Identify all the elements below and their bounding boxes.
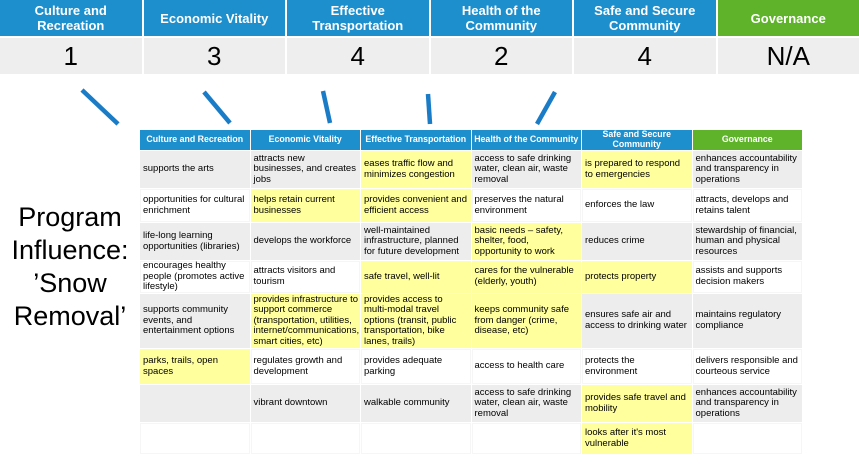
summary-box-label: Health of the Community <box>431 0 573 36</box>
program-label-line: ’Snow <box>33 268 107 298</box>
matrix-cell: supports community events, and entertainment options <box>140 294 250 348</box>
matrix-cell: provides adequate parking <box>361 349 471 384</box>
matrix-cell: vibrant downtown <box>251 385 361 422</box>
matrix-cell: ensures safe air and access to drinking water <box>582 294 692 348</box>
matrix-cell: develops the workforce <box>251 223 361 260</box>
matrix-cell: access to health care <box>472 349 582 384</box>
matrix-cell: helps retain current businesses <box>251 189 361 222</box>
up-arrow-icon <box>428 94 430 124</box>
matrix-cell: is prepared to respond to emergencies <box>582 151 692 188</box>
matrix-header-cell: Governance <box>693 130 803 150</box>
summary-box-value: 1 <box>0 38 142 74</box>
summary-box-label: Effective Transportation <box>287 0 429 36</box>
matrix-cell: supports the arts <box>140 151 250 188</box>
summary-box-label: Culture and Recreation <box>0 0 142 36</box>
matrix-cell: attracts visitors and tourism <box>251 261 361 293</box>
matrix-cell: cares for the vulnerable (elderly, youth) <box>472 261 582 293</box>
matrix-cell: looks after it's most vulnerable <box>582 423 692 454</box>
summary-box-value: N/A <box>718 38 859 74</box>
matrix-cell: reduces crime <box>582 223 692 260</box>
matrix-cell: walkable community <box>361 385 471 422</box>
summary-box-value: 2 <box>431 38 573 74</box>
matrix-header-cell: Effective Transportation <box>361 130 471 150</box>
matrix-cell <box>693 423 803 454</box>
matrix-cell: delivers responsible and courteous service <box>693 349 803 384</box>
matrix-cell: parks, trails, open spaces <box>140 349 250 384</box>
program-label-line: Influence: <box>11 235 129 265</box>
matrix-cell: opportunities for cultural enrichment <box>140 189 250 222</box>
matrix-header-cell: Health of the Community <box>472 130 582 150</box>
matrix-cell: provides safe travel and mobility <box>582 385 692 422</box>
matrix-cell: attracts new businesses, and creates jobs <box>251 151 361 188</box>
program-label-line: Removal’ <box>13 301 127 331</box>
matrix-cell: safe travel, well-lit <box>361 261 471 293</box>
matrix-cell: encourages healthy people (promotes active lifestyle) <box>140 261 250 293</box>
matrix-cell: provides infrastructure to support commerce (transportation, utilities, internet/communications, smart cities, etc) <box>251 294 361 348</box>
up-arrow-icon <box>323 91 330 123</box>
summary-box-value: 3 <box>144 38 286 74</box>
summary-box-value: 4 <box>287 38 429 74</box>
matrix-cell: basic needs – safety, shelter, food, opportunity to work <box>472 223 582 260</box>
matrix-cell: access to safe drinking water, clean air, waste removal <box>472 385 582 422</box>
up-arrow-icon <box>537 92 555 124</box>
matrix-cell: assists and supports decision makers <box>693 261 803 293</box>
matrix-cell: protects the environment <box>582 349 692 384</box>
matrix-cell: attracts, develops and retains talent <box>693 189 803 222</box>
matrix-cell: regulates growth and development <box>251 349 361 384</box>
up-arrow-icon <box>204 92 230 123</box>
matrix-header-cell: Culture and Recreation <box>140 130 250 150</box>
up-arrow-icon <box>82 90 118 124</box>
matrix-cell <box>251 423 361 454</box>
matrix-cell: enforces the law <box>582 189 692 222</box>
matrix-cell: enhances accountability and transparency in operations <box>693 151 803 188</box>
values-matrix-table <box>140 130 802 454</box>
matrix-header-cell: Economic Vitality <box>251 130 361 150</box>
matrix-cell: enhances accountability and transparency in operations <box>693 385 803 422</box>
program-label-line: Program <box>18 202 122 232</box>
matrix-cell: well-maintained infrastructure, planned for future development <box>361 223 471 260</box>
matrix-cell: eases traffic flow and minimizes congestion <box>361 151 471 188</box>
summary-box-label: Economic Vitality <box>144 0 286 36</box>
matrix-cell: stewardship of financial, human and physical resources <box>693 223 803 260</box>
matrix-cell: provides access to multi-modal travel options (transit, public transportation, bike lanes, trails) <box>361 294 471 348</box>
matrix-cell <box>140 385 250 422</box>
matrix-cell <box>361 423 471 454</box>
summary-value-row <box>0 38 859 74</box>
summary-box-value: 4 <box>574 38 716 74</box>
matrix-cell: protects property <box>582 261 692 293</box>
matrix-cell: preserves the natural environment <box>472 189 582 222</box>
matrix-cell: maintains regulatory compliance <box>693 294 803 348</box>
summary-box-label: Governance <box>718 0 859 36</box>
matrix-cell <box>472 423 582 454</box>
summary-header-row <box>0 0 859 36</box>
matrix-cell <box>140 423 250 454</box>
matrix-cell: access to safe drinking water, clean air, waste removal <box>472 151 582 188</box>
program-influence-label <box>0 201 140 333</box>
matrix-cell: keeps community safe from danger (crime, disease, etc) <box>472 294 582 348</box>
matrix-cell: provides convenient and efficient access <box>361 189 471 222</box>
summary-box-label: Safe and Secure Community <box>574 0 716 36</box>
matrix-header-cell: Safe and Secure Community <box>582 130 692 150</box>
matrix-cell: life-long learning opportunities (libraries) <box>140 223 250 260</box>
